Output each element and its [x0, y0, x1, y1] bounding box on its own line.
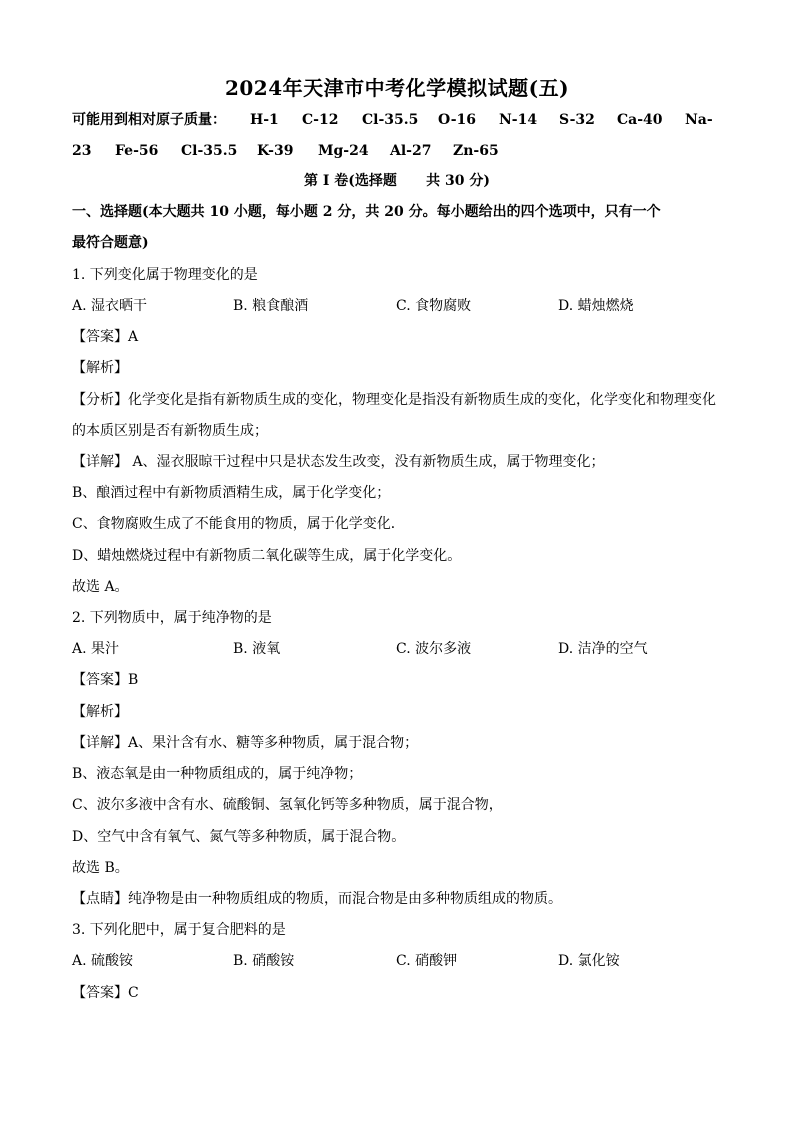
- question-1-stem: 1. 下列变化属于物理变化的是: [72, 267, 258, 283]
- atomic-mass-item: S-32: [559, 112, 595, 128]
- answer-label: 【答案】B: [72, 672, 139, 688]
- answer-label: 【答案】C: [72, 985, 139, 1001]
- detail-text: D、空气中含有氧气、氮气等多种物质，属于混合物。: [72, 829, 406, 845]
- page-title: 2024年天津市中考化学模拟试题(五): [224, 76, 570, 100]
- option-d: D. 洁净的空气: [558, 641, 648, 657]
- atomic-mass-item: Zn-65: [453, 143, 499, 159]
- question-3-stem: 3. 下列化肥中，属于复合肥料的是: [72, 922, 286, 938]
- option-c: C. 硝酸钾: [396, 953, 458, 969]
- detail-text: C、食物腐败生成了不能食用的物质，属于化学变化．: [72, 516, 405, 532]
- volume-heading: 第 I 卷(选择题 共 30 分): [303, 173, 491, 189]
- detail-text: B、酿酒过程中有新物质酒精生成，属于化学变化；: [72, 485, 391, 501]
- option-c: C. 波尔多液: [396, 641, 472, 657]
- atomic-mass-item: Cl-35.5: [181, 143, 238, 159]
- analysis-text: 的本质区别是否有新物质生成；: [72, 423, 268, 439]
- atomic-mass-item: C-12: [302, 112, 339, 128]
- option-a: A. 湿衣晒干: [72, 298, 148, 314]
- atomic-mass-item: Cl-35.5: [362, 112, 419, 128]
- option-d: D. 蜡烛燃烧: [558, 298, 634, 314]
- question-2-stem: 2. 下列物质中，属于纯净物的是: [72, 610, 272, 626]
- analysis-label: 【解析】: [72, 704, 128, 720]
- option-c: C. 食物腐败: [396, 298, 472, 314]
- atomic-mass-item: Mg-24: [318, 143, 369, 159]
- atomic-mass-label: 可能用到相对原子质量：: [72, 112, 226, 128]
- section-heading-line-2: 最符合题意): [72, 235, 149, 251]
- analysis-text: 【分析】化学变化是指有新物质生成的变化，物理变化是指没有新物质生成的变化，化学变化和物理变化: [72, 392, 716, 408]
- option-b: B. 液氧: [233, 641, 281, 657]
- option-a: A. 果汁: [72, 641, 120, 657]
- atomic-mass-item: Al-27: [390, 143, 432, 159]
- comment-text: 【点睛】纯净物是由一种物质组成的物质，而混合物是由多种物质组成的物质。: [72, 891, 562, 907]
- option-b: B. 粮食酿酒: [233, 298, 309, 314]
- detail-text: C、波尔多液中含有水、硫酸铜、氢氧化钙等多种物质，属于混合物，: [72, 797, 503, 813]
- answer-label: 【答案】A: [72, 329, 139, 345]
- atomic-mass-item: Ca-40: [617, 112, 663, 128]
- choice-conclusion: 故选 B。: [72, 860, 129, 876]
- atomic-mass-item: Na-: [685, 112, 713, 128]
- detail-text: B、液态氧是由一种物质组成的，属于纯净物；: [72, 766, 363, 782]
- option-d: D. 氯化铵: [558, 953, 620, 969]
- choice-conclusion: 故选 A。: [72, 579, 129, 595]
- section-heading-line-1: 一、选择题(本大题共 10 小题，每小题 2 分，共 20 分。每小题给出的四个选项中，只有一个: [72, 204, 661, 220]
- atomic-mass-item: Fe-56: [115, 143, 159, 159]
- atomic-mass-item: H-1: [250, 112, 279, 128]
- atomic-mass-item: N-14: [499, 112, 538, 128]
- atomic-mass-item: 23: [72, 143, 92, 159]
- option-b: B. 硝酸铵: [233, 953, 295, 969]
- atomic-mass-item: O-16: [438, 112, 477, 128]
- detail-text: 【详解】A、果汁含有水、糖等多种物质，属于混合物；: [72, 735, 419, 751]
- atomic-mass-item: K-39: [257, 143, 294, 159]
- detail-text: D、蜡烛燃烧过程中有新物质二氧化碳等生成，属于化学变化。: [72, 548, 462, 564]
- analysis-label: 【解析】: [72, 360, 128, 376]
- option-a: A. 硫酸铵: [72, 953, 134, 969]
- detail-text: 【详解】 A、湿衣服晾干过程中只是状态发生改变，没有新物质生成，属于物理变化；: [72, 454, 605, 470]
